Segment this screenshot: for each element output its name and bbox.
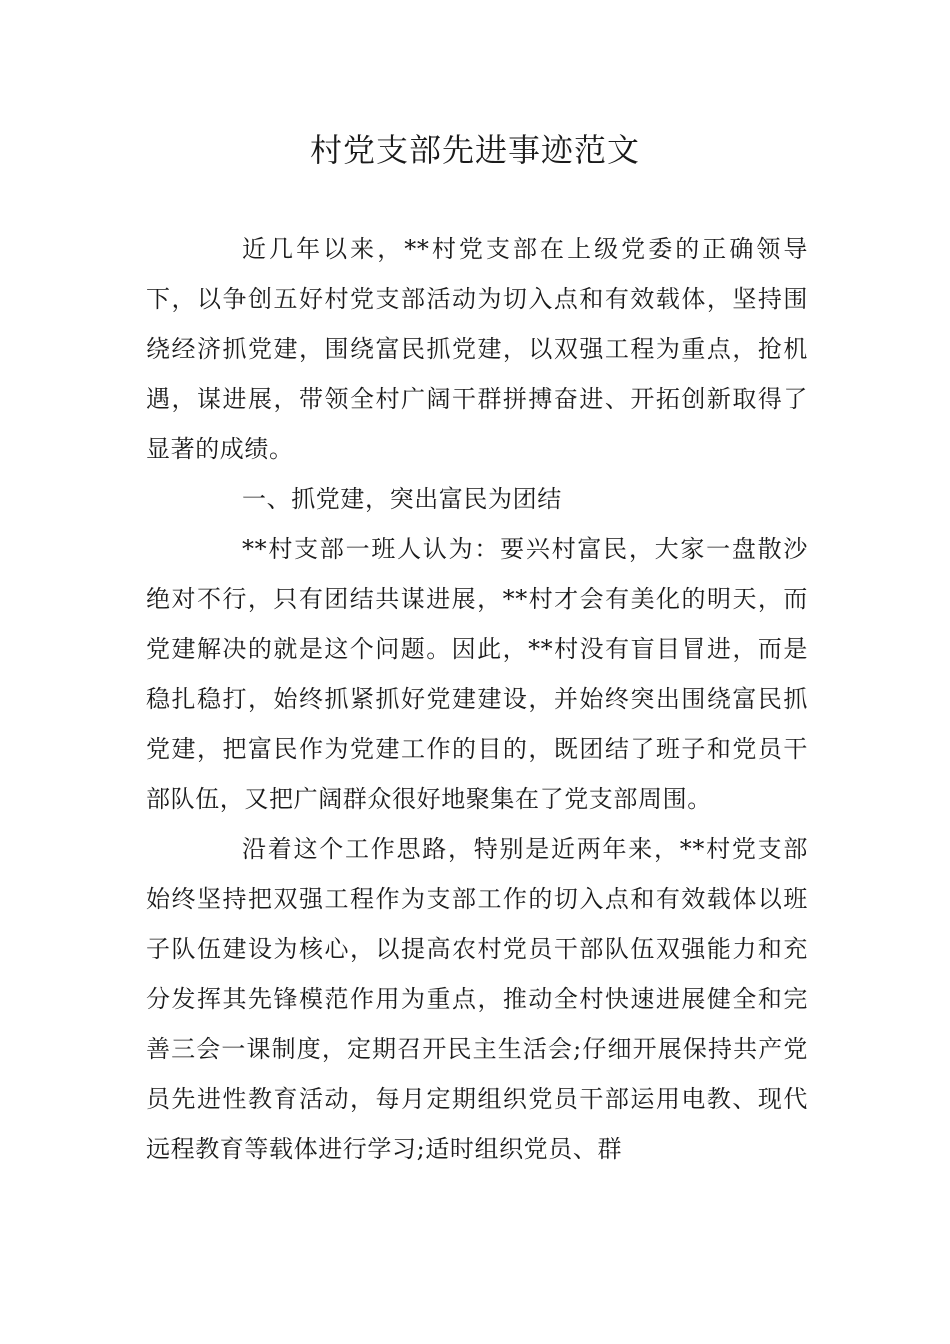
document-body xyxy=(146,224,808,1174)
section-heading-1: 一、抓党建，突出富民为团结 xyxy=(242,485,562,513)
paragraph-intro: 近几年以来，**村党支部在上级党委的正确领导下，以争创五好村党支部活动为切入点和有效载体，坚持围绕经济抓党建，围绕富民抓党建，以双强工程为重点，抢机遇，谋进展，带领全村广阔干群拼搏奋进、开拓创新取得了显著的成绩。 xyxy=(146,235,808,463)
document-title: 村党支部先进事迹范文 xyxy=(309,131,640,169)
paragraph-work-approach: 沿着这个工作思路，特别是近两年来，**村党支部始终坚持把双强工程作为支部工作的切入点和有效载体以班子队伍建设为核心，以提高农村党员干部队伍双强能力和充分发挥其先锋模范作用为重点，推动全村快速进展健全和完善三会一课制度，定期召开民主生活会;仔细开展保持共产党员先进性教育活动，每月定期组织党员干部运用电教、现代远程教育等载体进行学习;适时组织党员、群 xyxy=(146,835,808,1163)
paragraph-unity: **村支部一班人认为：要兴村富民，大家一盘散沙绝对不行，只有团结共谋进展，**村才会有美化的明天，而党建解决的就是这个问题。因此，**村没有盲目冒进，而是稳扎稳打，始终抓紧抓好党建建设，并始终突出围绕富民抓党建，把富民作为党建工作的目的，既团结了班子和党员干部队伍，又把广阔群众很好地聚集在了党支部周围。 xyxy=(146,535,808,813)
